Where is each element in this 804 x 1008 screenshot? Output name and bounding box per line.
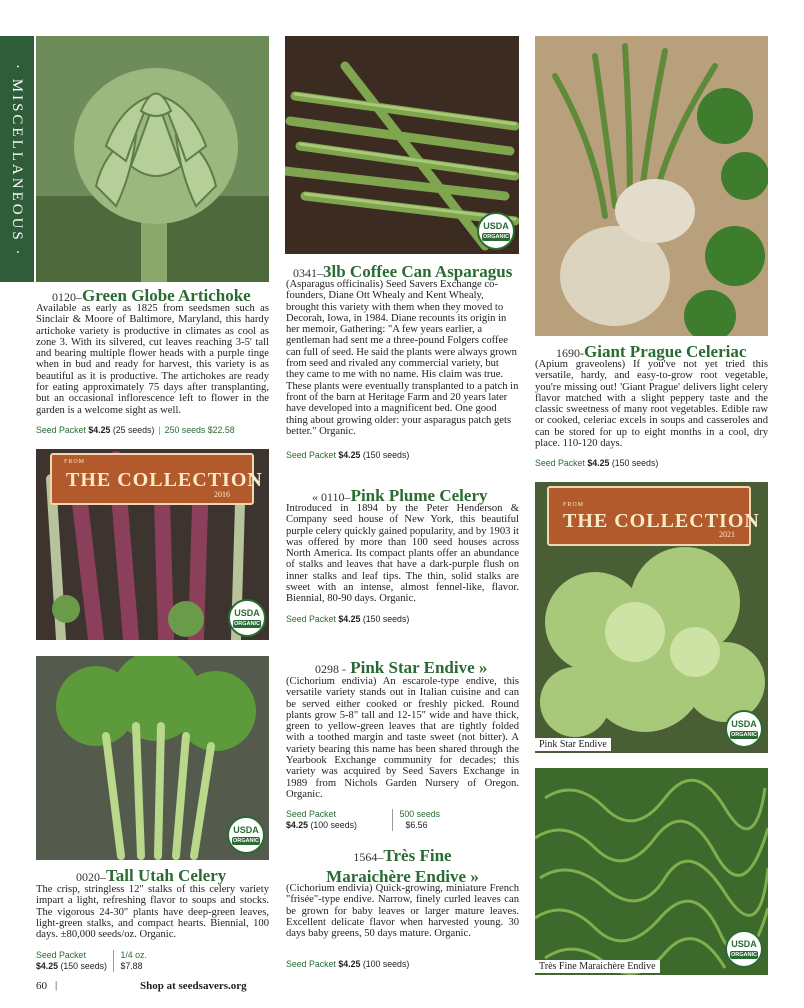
section-tab — [0, 36, 34, 282]
section-tab-label: · MISCELLANEOUS · — [9, 64, 25, 258]
footer-separator: | — [55, 979, 58, 991]
pink-star-endive-caption: Pink Star Endive — [535, 738, 611, 751]
shop-link[interactable]: Shop at seedsavers.org — [140, 980, 247, 992]
tres-fine-endive-description: (Cichorium endivia) Quick-growing, miniature French "frisée"-type endive. Narrow, finely curled leaves can be grown for baby leaves or larger mature leaves. Excellent delicate flavor when harvested young. 30 days baby greens, 50 days mature. Organic. — [286, 883, 519, 940]
usda-organic-icon: USDA ORGANIC — [227, 816, 265, 854]
page-number: 60 — [36, 980, 47, 992]
pink-star-endive-description: (Cichorium endivia) An escarole-type endive, this versatile variety stands out in Italian cuisine and can be served either cooked or freshly picked. Round plants grow 5-8" tall and 12-15" wide and have thick, green to yellow-green leaves that are tightly folded with a toothed margin and taste sweet (not bitter). A variety bearing this name has been shared through the Yearbook Exchange community for decades; this variety was acquired by Seed Savers Exchange in 1989 from Nichols Garden Nursery of Oregon. Organic. — [286, 676, 519, 800]
celeriac-price: Seed Packet $4.25 (150 seeds) — [535, 458, 659, 468]
celeriac-title: 1690-Giant Prague Celeriac — [556, 342, 747, 361]
tres-fine-endive-caption: Très Fine Maraichère Endive — [535, 960, 660, 973]
usda-organic-icon: USDA ORGANIC — [477, 212, 515, 250]
collection-banner-2016: FROM THE COLLECTION 2016 — [50, 453, 254, 505]
artichoke-price: Seed Packet $4.25 (25 seeds) | 250 seeds $22.58 — [36, 425, 235, 435]
pink-star-endive-title: 0298 - Pink Star Endive » — [315, 658, 488, 677]
pink-star-endive-price: Seed Packet $4.25 (100 seeds) 500 seeds $6.56 — [286, 809, 441, 830]
pink-plume-celery-price: Seed Packet $4.25 (150 seeds) — [286, 614, 410, 624]
tres-fine-endive-price: Seed Packet $4.25 (100 seeds) — [286, 959, 410, 969]
usda-organic-icon: USDA ORGANIC — [725, 710, 763, 748]
pink-plume-celery-photo — [36, 449, 269, 640]
pink-plume-celery-description: Introduced in 1894 by the Peter Henderson & Company seed house of New York, this beautiful purple celery quickly gained popularity, and by 1903 it was offered by more than 100 seed houses across North America. Its compact plants offer an abundance of stalks and leaves that have a dark-purple flush on inner stalks and leaf tips. The thin, solid stalks are sweet with an intense, almost fennel-like, flavor. Biennial, 80-90 days. Organic. — [286, 503, 519, 605]
collection-banner-2021: FROM THE COLLECTION 2021 — [547, 486, 751, 546]
usda-organic-icon: USDA ORGANIC — [228, 599, 266, 637]
tall-utah-celery-title: 0020–Tall Utah Celery — [76, 866, 227, 885]
usda-organic-icon: USDA ORGANIC — [725, 930, 763, 968]
pink-star-endive-photo — [535, 482, 768, 753]
tres-fine-endive-photo — [535, 768, 768, 975]
tres-fine-endive-title: 1564–Très Fine Maraichère Endive » — [326, 846, 479, 886]
asparagus-title: 0341–3lb Coffee Can Asparagus — [293, 262, 513, 281]
artichoke-description: Available as early as 1825 from seedsmen such as Sinclair & Moore of Baltimore, Maryland, this hardy artichoke variety is productive in climates as cool as zone 3. With its silvered, cut leaves reaching 3-5' tall and bearing multiple flower heads with a purple tinge when in bud and ready for harvest, this variety is as beautiful as it is productive. The artichokes are ready for eating approximately 75 days after transplanting, but an occasional inflorescence left to flower in the garden is a welcome sight as well. — [36, 303, 269, 416]
asparagus-photo — [285, 36, 519, 254]
pink-plume-celery-title: « 0110–Pink Plume Celery — [312, 486, 488, 505]
artichoke-photo — [36, 36, 269, 282]
tall-utah-celery-description: The crisp, stringless 12" stalks of this celery variety impart a light, refreshing flavor to soups and stocks. The vigorous 24-30" plants have deep-green leaves, light-green stalks, and compact hearts. Biennial, 100 days. ±80,000 seeds/oz. Organic. — [36, 884, 269, 941]
artichoke-title: 0120–Green Globe Artichoke — [52, 286, 251, 305]
celeriac-photo — [535, 36, 768, 336]
celeriac-description: (Apium graveolens) If you've not yet tried this versatile, hardy, and easy-to-grow root vegetable, you're missing out! 'Giant Prague' delivers light celery flavor matched with a slight peppery taste and the classic sweetness of many root vegetables. Edible raw or cooked, celeriac excels in soups and casseroles and can be stored for up to eight months in a cool, dry place. 110-120 days. — [535, 359, 768, 450]
tall-utah-celery-photo — [36, 656, 269, 860]
asparagus-price: Seed Packet $4.25 (150 seeds) — [286, 450, 410, 460]
asparagus-description: (Asparagus officinalis) Seed Savers Exchange co-founders, Diane Ott Whealy and Kent Whealy, brought this variety with them when they moved to Decorah, Iowa, in 1984. Diane recounts its origin in her memoir, Gathering: "A few years earlier, a gentleman had sent me a three-pound Folgers coffee can full of seed. He said the plants were always grown from seed and rivaled any commercial variety, but they came to me with no name. His claim was true. These plants were eventually transplanted to a patch in front of the barn at Heritage Farm and 20 years later have developed into a magnificent bed. One good thing about growing older: your asparagus patch gets better." Organic. — [286, 279, 519, 437]
tall-utah-celery-price: Seed Packet $4.25 (150 seeds) 1/4 oz. $7.88 — [36, 950, 147, 971]
